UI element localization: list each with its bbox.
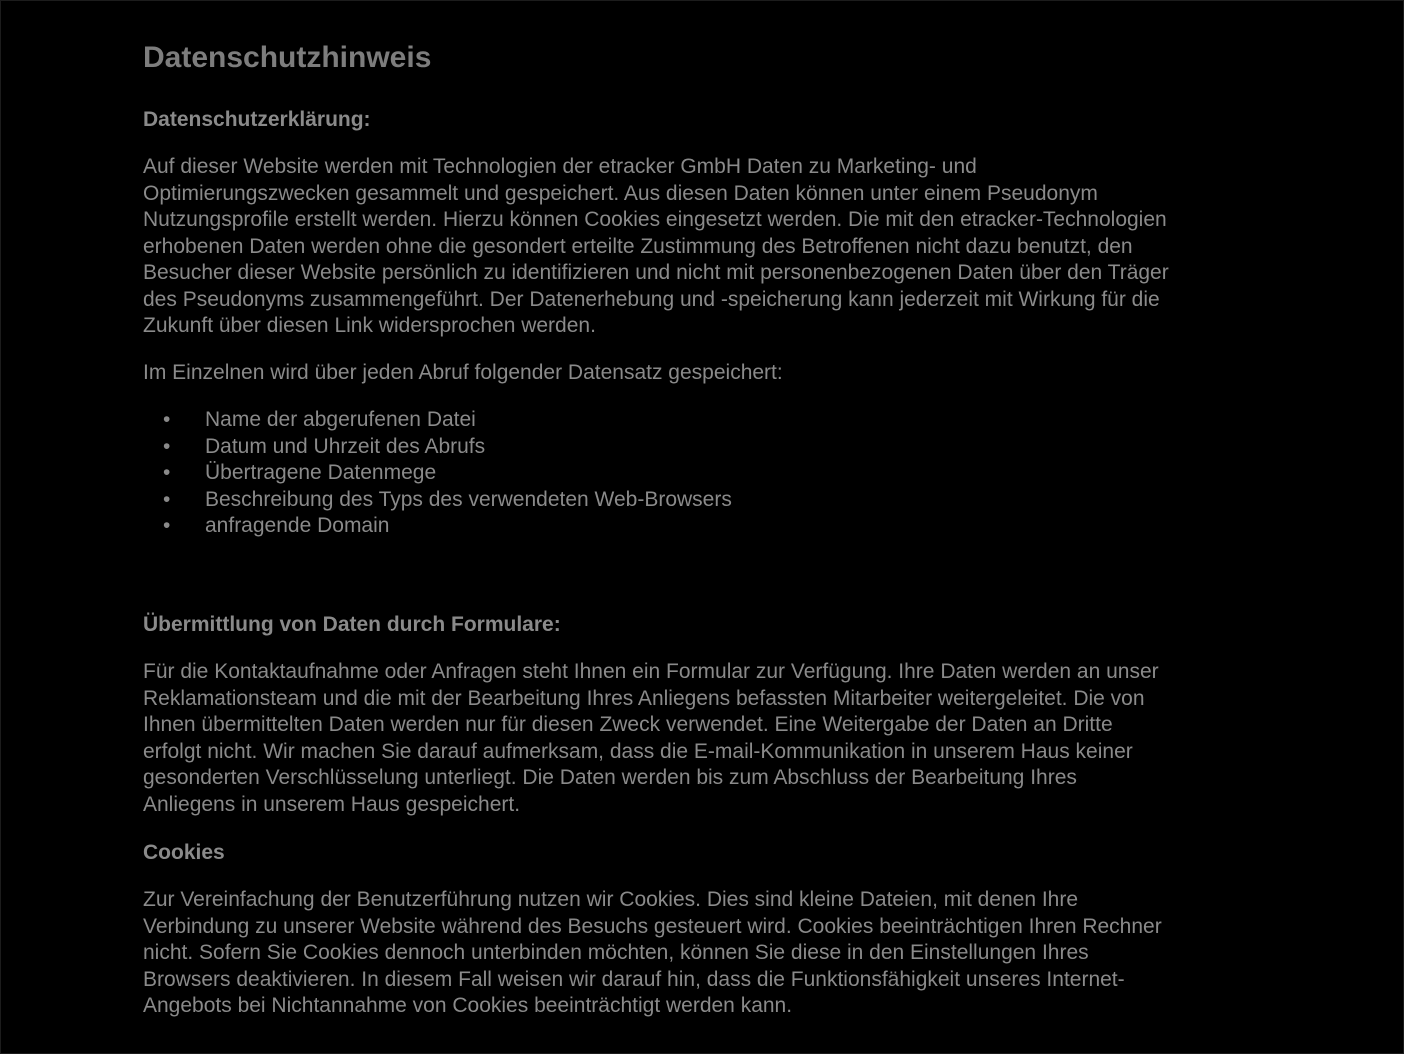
- paragraph-line: Nutzungsprofile erstellt werden. Hierzu können Cookies eingesetzt werden. Die mit den etracker-Technologien: [143, 208, 1167, 231]
- dataset-intro: [143, 360, 1268, 387]
- paragraph-line: Zukunft über diesen Link widersprochen werden.: [143, 314, 596, 337]
- list-item: [143, 407, 732, 434]
- cookies-paragraph: [143, 887, 1268, 1020]
- list-item: [143, 513, 732, 540]
- list-item-label: Name der abgerufenen Datei: [205, 408, 476, 431]
- bullet-icon: •: [163, 514, 171, 537]
- form-data-heading: Übermittlung von Daten durch Formulare:: [143, 613, 561, 636]
- paragraph-line: erfolgt nicht. Wir machen Sie darauf aufmerksam, dass die E-mail-Kommunikation in unserem Haus keiner: [143, 739, 1133, 763]
- paragraph-line: Browsers deaktivieren. In diesem Fall weisen wir darauf hin, dass die Funktionsfähigkeit unseres Internet-: [143, 967, 1125, 991]
- paragraph-line: erhobenen Daten werden ohne die gesondert erteilte Zustimmung des Betroffenen nicht dazu benutzt, den: [143, 234, 1133, 258]
- bullet-icon: •: [163, 461, 171, 484]
- paragraph-line: Ihnen übermittelten Daten werden nur für diesen Zweck verwendet. Eine Weitergabe der Daten an Dritte: [143, 713, 1113, 736]
- bullet-icon: •: [163, 408, 171, 431]
- page-title: Datenschutzhinweis: [143, 41, 432, 74]
- list-item-label: Datum und Uhrzeit des Abrufs: [205, 434, 486, 458]
- paragraph-line: des Pseudonyms zusammengeführt. Der Datenerhebung und -speicherung kann jederzeit mit Wirkung für die: [143, 287, 1160, 311]
- paragraph-line: Für die Kontaktaufnahme oder Anfragen steht Ihnen ein Formular zur Verfügung. Ihre Daten werden an unser: [143, 660, 1159, 683]
- paragraph-line: Besucher dieser Website persönlich zu identifizieren und nicht mit personenbezogenen Daten über den Träger: [143, 261, 1169, 284]
- list-item-label: Beschreibung des Typs des verwendeten Web-Browsers: [205, 487, 732, 511]
- list-item: [143, 487, 732, 514]
- list-item-label: anfragende Domain: [205, 514, 390, 537]
- cookies-heading: Cookies: [143, 841, 225, 864]
- paragraph-line: Verbindung zu unserer Website während des Besuchs gesteuert wird. Cookies beeinträchtigen Ihren Rechner: [143, 914, 1162, 938]
- paragraph-line: nicht. Sofern Sie Cookies dennoch unterbinden möchten, können Sie diese in den Einstellungen Ihres: [143, 941, 1089, 964]
- form-data-paragraph: [143, 659, 1268, 818]
- paragraph-line: Auf dieser Website werden mit Technologien der etracker GmbH Daten zu Marketing- und: [143, 155, 977, 178]
- paragraph-line: Angebots bei Nichtannahme von Cookies beeinträchtigt werden kann.: [143, 994, 793, 1017]
- privacy-statement-paragraph: [143, 154, 1268, 340]
- dataset-intro-text: Im Einzelnen wird über jeden Abruf folgender Datensatz gespeichert:: [143, 361, 783, 384]
- paragraph-line: gesonderten Verschlüsselung unterliegt. Die Daten werden bis zum Abschluss der Bearbeitung Ihres: [143, 766, 1077, 789]
- list-item-label: Übertragene Datenmege: [205, 461, 437, 484]
- paragraph-line: Anliegens in unserem Haus gespeichert.: [143, 792, 521, 816]
- privacy-statement-heading: Datenschutzerklärung:: [143, 108, 371, 131]
- paragraph-line: Zur Vereinfachung der Benutzerführung nutzen wir Cookies. Dies sind kleine Dateien, mit denen Ihre: [143, 888, 1079, 911]
- bullet-icon: •: [163, 487, 171, 511]
- paragraph-line: Optimierungszwecken gesammelt und gespeichert. Aus diesen Daten können unter einem Pseudonym: [143, 181, 1098, 205]
- dataset-list: [143, 407, 732, 540]
- list-item: [143, 460, 732, 487]
- paragraph-line: Reklamationsteam und die mit der Bearbeitung Ihres Anliegens befassten Mitarbeiter weitergeleitet. Die von: [143, 686, 1145, 710]
- bullet-icon: •: [163, 434, 171, 458]
- list-item: [143, 434, 732, 461]
